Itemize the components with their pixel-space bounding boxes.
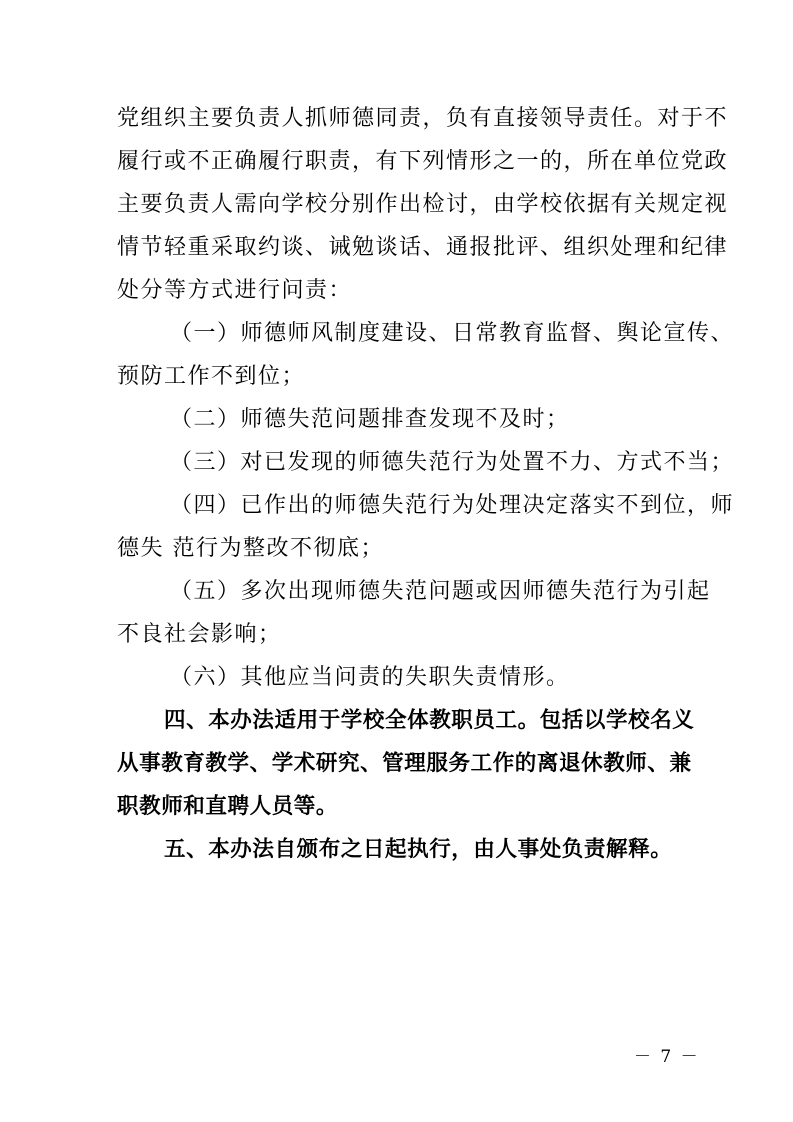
body-line: 党组织主要负责人抓师德同责，负有直接领导责任。对于不 (117, 106, 729, 131)
article-5-heading: 五、本办法自颁布之日起执行，由人事处负责解释。 (164, 837, 673, 862)
article-4-line-2: 从事教育教学、学术研究、管理服务工作的离退休教师、兼 (117, 751, 692, 776)
list-item-5-continuation: 不良社会影响； (117, 622, 282, 647)
body-line: 情节轻重采取约谈、诫勉谈话、通报批评、组织处理和纪律 (117, 235, 729, 260)
list-item-3: （三）对已发现的师德失范行为处置不力、方式不当； (170, 450, 735, 475)
article-4-heading: 四、本办法适用于学校全体教职员工。包括以学校名义 (164, 708, 695, 733)
body-line: 处分等方式进行问责： (117, 278, 353, 303)
body-line: 履行或不正确履行职责，有下列情形之一的，所在单位党政 (117, 149, 729, 174)
list-item-4: （四）已作出的师德失范行为处理决定落实不到位，师 (170, 493, 735, 518)
article-4-line-3: 职教师和直聘人员等。 (117, 794, 339, 819)
body-line: 主要负责人需向学校分别作出检讨，由学校依据有关规定视 (117, 192, 729, 217)
list-item-2: （二）师德失范问题排查发现不及时； (170, 407, 570, 432)
list-item-6: （六）其他应当问责的失职失责情形。 (170, 665, 570, 690)
list-item-5: （五）多次出现师德失范问题或因师德失范行为引起 (170, 579, 711, 604)
list-item-4-continuation: 德失 范行为整改不彻底； (117, 536, 384, 561)
list-item-1: （一）师德师风制度建设、日常教育监督、舆论宣传、 (170, 321, 735, 346)
page-number: － 7 － (634, 1047, 700, 1067)
list-item-1-continuation: 预防工作不到位； (117, 364, 306, 389)
